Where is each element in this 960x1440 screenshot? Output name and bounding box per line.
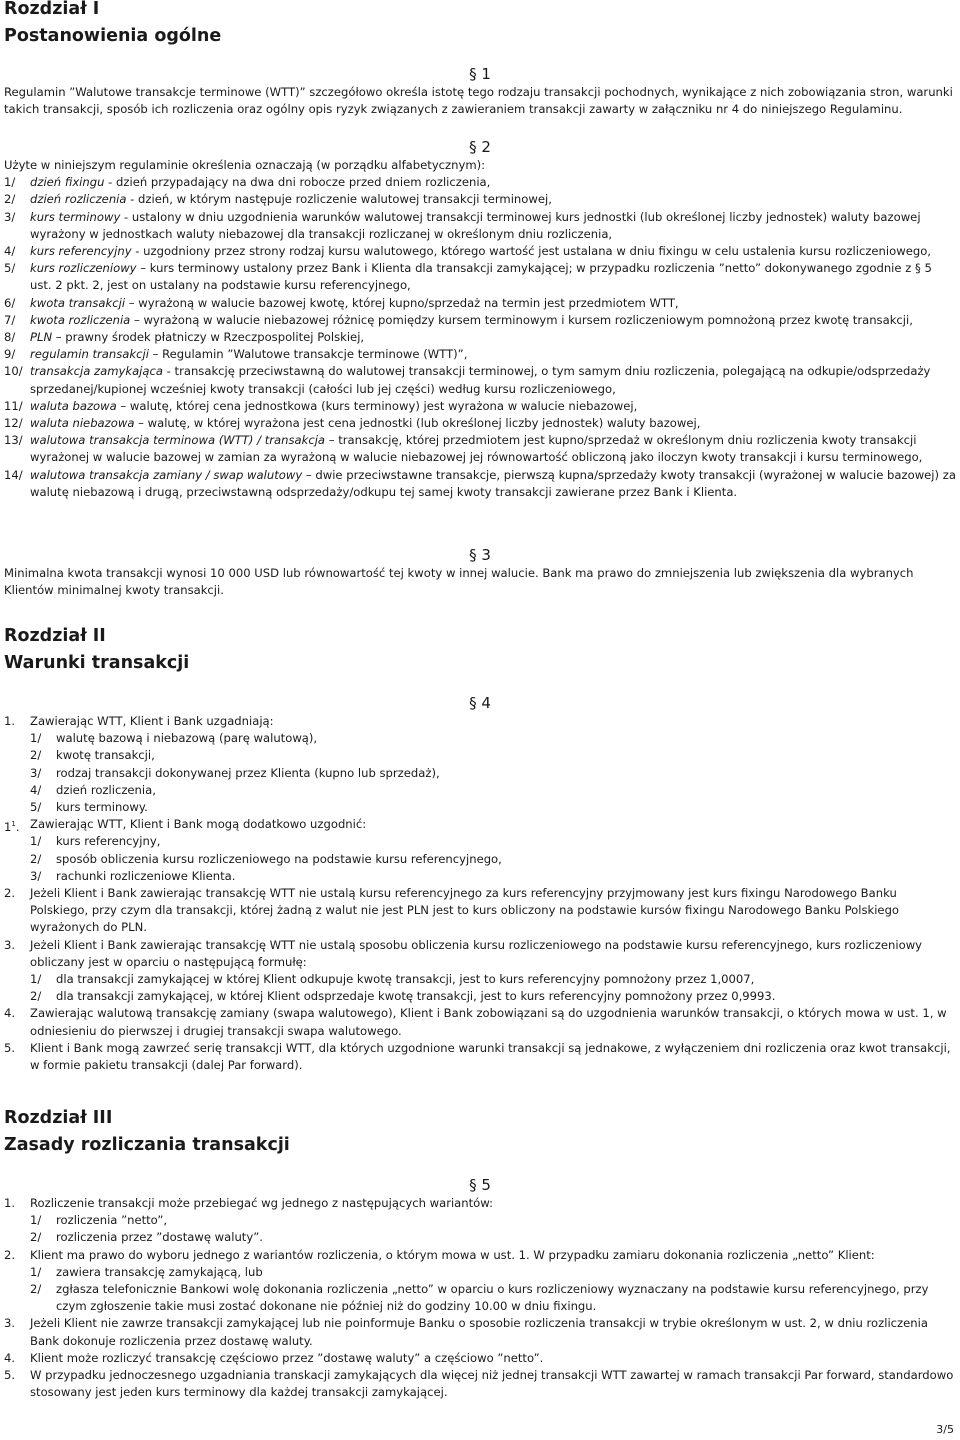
- definition-text: – Regulamin ”Walutowe transakcje terminowe (WTT)”,: [148, 347, 468, 362]
- sub-item: 3/ rodzaj transakcji dokonywanej przez Klienta (kupno lub sprzedaż),: [30, 765, 440, 780]
- definition-text: – kurs terminowy ustalony przez Bank i Klienta dla transakcji zamykającej; w przypadku rozliczenia ”netto” dokonywanego zgodnie z § 5 ust. 2 pkt. 2, jest on ustalany na podstawie kursu referencyjnego,: [30, 261, 932, 293]
- sub-item: 1/ walutę bazową i niebazową (parę walutową),: [30, 731, 318, 746]
- section-heading: § 2: [469, 138, 491, 156]
- section-heading: § 5: [469, 1176, 491, 1194]
- definition-text: - dzień przypadający na dwa dni robocze przed dniem rozliczenia,: [104, 175, 491, 190]
- definition-text: – prawny środek płatniczy w Rzeczpospolitej Polskiej,: [52, 330, 365, 345]
- chapter-title: Rozdział II: [4, 626, 106, 646]
- definition-item: 12/ waluta niebazowa – walutę, w której wyrażona jest cena jednostki (lub określonej liczby jednostek) waluty bazowej,: [4, 416, 701, 431]
- definition-item: 14/ walutowa transakcja zamiany / swap walutowy – dwie przeciwstawne transakcje, pierwszą kupna/sprzedaży kwoty transakcji (wyrażonej w walucie bazowej) za walutę niebazową i drugą, przeciwstawną odsprzedaży/odkupu tej samej kwoty transakcji zawierane przez Bank i Klienta.: [4, 467, 956, 499]
- definition-item: 3/ kurs terminowy - ustalony w dniu uzgodnienia warunków walutowej transakcji terminowej kurs jednostki (lub określonej liczby jednostek) waluty bazowej wyrażony w jednostkach waluty niebazowej dla transakcji rozliczanej w określonym dniu rozliczenia,: [4, 209, 921, 241]
- page-number: 3/5: [936, 1423, 954, 1436]
- definition-item: 4/ kurs referencyjny - uzgodniony przez strony rodzaj kursu walutowego, którego wartość jest ustalana w dniu fixingu w celu ustalenia kursu rozliczeniowego,: [4, 244, 931, 259]
- section-heading: § 3: [469, 546, 491, 564]
- definition-text: - uzgodniony przez strony rodzaj kursu walutowego, którego wartość jest ustalana w dniu fixingu w celu ustalenia kursu rozliczeniowego,: [131, 244, 931, 259]
- section-heading: § 1: [469, 65, 491, 83]
- definition-term: dzień rozliczenia: [30, 192, 127, 207]
- definition-term: kwota transakcji: [30, 295, 126, 310]
- point-1: 1. Zawierając WTT, Klient i Bank uzgadniają:: [4, 714, 274, 728]
- definition-term: dzień fixingu: [30, 175, 105, 190]
- definition-text: – walutę, której cena jednostkowa (kurs terminowy) jest wyrażona w walucie niebazowej,: [116, 398, 638, 413]
- point-1: 1. Rozliczenie transakcji może przebiegać wg jednego z następujących wariantów:: [4, 1196, 494, 1210]
- sub-item: 2/ rozliczenia przez ”dostawę waluty”.: [30, 1230, 263, 1245]
- sub-item: 1/ kurs referencyjny,: [30, 834, 161, 849]
- paragraph: Regulamin ”Walutowe transakcje terminowe (WTT)” szczegółowo określa istotę tego rodzaju transakcji pochodnych, wynikające z nich zobowiązania stron, warunki takich transakcji, sposób ich rozliczenia oraz ogólny opis ryzyk związanych z zawieraniem transakcji zawarty w załączniku nr 4 do niniejszego Regulaminu.: [4, 85, 953, 117]
- chapter-subtitle: Warunki transakcji: [4, 653, 190, 673]
- definition-item: 9/ regulamin transakcji – Regulamin ”Walutowe transakcje terminowe (WTT)”,: [4, 347, 468, 362]
- point-1-1-subitems: [4, 833, 956, 885]
- definition-term: kurs terminowy: [30, 209, 121, 224]
- sub-item: 1/ zawiera transakcję zamykającą, lub: [30, 1264, 263, 1279]
- definition-text: - transakcję przeciwstawną do walutowej transakcji terminowej, o tym samym dniu rozliczenia, polegającą na odkupie/odsprzedaży sprzedanej/kupionej wcześniej kwoty transakcji (całości lub jej części) według kursu rozliczeniowego,: [30, 364, 931, 396]
- sub-item: 4/ dzień rozliczenia,: [30, 782, 156, 797]
- point-1-subitems: [4, 1212, 956, 1246]
- point-1-1: $1^1$. Zawierając WTT, Klient i Bank mogą dodatkowo uzgodnić:: [4, 817, 367, 835]
- definition-term: PLN: [30, 330, 53, 345]
- point-3: 3. Jeżeli Klient nie zawrze transakcji zamykającej lub nie poinformuje Banku o sposobie rozliczenia transakcji w trybie określonym w ust. 2, w dniu rozliczenia Bank dokonuje rozliczenia przez dostawę waluty.: [4, 1316, 928, 1348]
- point-2: 2. Klient ma prawo do wyboru jednego z wariantów rozliczenia, o którym mowa w ust. 1. W przypadku zamiaru dokonania rozliczenia „netto” Klient:: [4, 1247, 875, 1262]
- chapter-subtitle: Zasady rozliczania transakcji: [4, 1135, 290, 1155]
- point-3-subitems: [4, 971, 956, 1005]
- chapter-2-header: [4, 623, 189, 677]
- definition-term: waluta niebazowa: [30, 416, 135, 431]
- definition-text: – wyrażoną w walucie bazowej kwotę, której kupno/sprzedaż na termin jest przedmiotem WTT,: [125, 295, 679, 310]
- chapter-1-header: [4, 0, 221, 50]
- definition-term: kurs rozliczeniowy: [30, 261, 137, 276]
- paragraph: Minimalna kwota transakcji wynosi 10 000 USD lub równowartość tej kwoty w innej walucie. Bank ma prawo do zmniejszenia lub zwiększenia dla wybranych Klientów minimalnej kwoty transakcji.: [4, 566, 914, 598]
- definitions-list: [4, 174, 956, 501]
- sub-item: 5/ kurs terminowy.: [30, 800, 148, 815]
- definition-text: – transakcję, której przedmiotem jest kupno/sprzedaż w określonym dniu rozliczenia kwoty transakcji wyrażonej w walucie bazowej w zamian za wyrażoną w walucie niebazowej jej równowartość obliczoną jako iloczyn kwoty transakcji i kursu terminowego,: [30, 433, 923, 465]
- point-4: 4. Zawierając walutową transakcję zamiany (swapa walutowego), Klient i Bank zobowiązani są do uzgodnienia warunków transakcji, o których mowa w ust. 1, w odniesieniu do pierwszej i drugiej transakcji swapa walutowego.: [4, 1006, 947, 1038]
- point-1-subitems: [4, 730, 956, 816]
- point-5: 5. W przypadku jednoczesnego uzgadniania transkacji zamykających dla więcej niż jednej transakcji WTT zawartej w ramach transakcji Par forward, standardowo stosowany jest jeden kurs terminowy dla każdej transakcji zamykającej.: [4, 1368, 954, 1400]
- definition-term: kwota rozliczenia: [30, 312, 131, 327]
- definition-item: 8/ PLN – prawny środek płatniczy w Rzeczpospolitej Polskiej,: [4, 330, 365, 345]
- definition-text: – dwie przeciwstawne transakcje, pierwszą kupna/sprzedaży kwoty transakcji (wyrażonej w walucie bazowej) za walutę niebazową i drugą, przeciwstawną odsprzedaży/odkupu tej samej kwoty transakcji zawierane przez Bank i Klienta.: [30, 467, 956, 499]
- point-4: 4. Klient może rozliczyć transakcję częściowo przez ”dostawę waluty” a częściowo ”netto”.: [4, 1350, 544, 1365]
- definition-item: 5/ kurs rozliczeniowy – kurs terminowy ustalony przez Bank i Klienta dla transakcji zamykającej; w przypadku rozliczenia ”netto” dokonywanego zgodnie z § 5 ust. 2 pkt. 2, jest on ustalany na podstawie kursu referencyjnego,: [4, 261, 932, 293]
- sub-item: 2/ dla transakcji zamykającej, w której Klient odsprzedaje kwotę transakcji, jest to kurs referencyjny pomnożony przez 0,9993.: [30, 989, 776, 1004]
- sub-item: 2/ zgłasza telefonicznie Bankowi wolę dokonania rozliczenia „netto” w oparciu o kurs rozliczeniowy wyznaczany na podstawie kursu referencyjnego, przy czym zgłoszenie takie musi zostać dokonane nie później niż do godziny 10.00 w dniu fixingu.: [30, 1282, 929, 1314]
- point-2: 2. Jeżeli Klient i Bank zawierając transakcję WTT nie ustalą kursu referencyjnego za kurs referencyjny przyjmowany jest kurs fixingu Narodowego Banku Polskiego, przy czym dla transakcji, której żadną z walut nie jest PLN jest to kurs obliczony na podstawie kursów fixingu Narodowego Banku Polskiego wyrażonych do PLN.: [4, 886, 900, 935]
- chapter-3-header: [4, 1105, 290, 1159]
- chapter-title: Rozdział III: [4, 1108, 113, 1128]
- definition-term: waluta bazowa: [30, 398, 117, 413]
- definition-item: 10/ transakcja zamykająca - transakcję przeciwstawną do walutowej transakcji terminowej, o tym samym dniu rozliczenia, polegającą na odkupie/odsprzedaży sprzedanej/kupionej wcześniej kwoty transakcji (całości lub jej części) według kursu rozliczeniowego,: [4, 364, 931, 396]
- definition-item: 2/ dzień rozliczenia - dzień, w którym następuje rozliczenie walutowej transakcji terminowej,: [4, 192, 552, 207]
- sub-item: 1/ dla transakcji zamykającej w której Klient odkupuje kwotę transakcji, jest to kurs referencyjny pomnożony przez 1,0007,: [30, 972, 755, 987]
- point-3: 3. Jeżeli Klient i Bank zawierając transakcję WTT nie ustalą sposobu obliczenia kursu rozliczeniowego na podstawie kursu referencyjnego, kurs rozliczeniowy obliczany jest w oparciu o następującą formułę:: [4, 937, 923, 969]
- definition-item: 6/ kwota transakcji – wyrażoną w walucie bazowej kwotę, której kupno/sprzedaż na termin jest przedmiotem WTT,: [4, 295, 679, 310]
- section-heading: § 4: [469, 694, 491, 712]
- point-5: 5. Klient i Bank mogą zawrzeć serię transakcji WTT, dla których uzgodnione warunki transakcji są jednakowe, z wyłączeniem dni rozliczenia oraz kwot transakcji, w formie pakietu transakcji (dalej Par forward).: [4, 1040, 951, 1073]
- sub-item: 2/ sposób obliczenia kursu rozliczeniowego na podstawie kursu referencyjnego,: [30, 851, 502, 866]
- definition-text: – walutę, w której wyrażona jest cena jednostki (lub określonej liczby jednostek) waluty bazowej,: [134, 416, 701, 431]
- definition-item: 7/ kwota rozliczenia – wyrażoną w walucie niebazowej różnicę pomiędzy kursem terminowym i kursem rozliczeniowym pomnożoną przez kwotę transakcji,: [4, 312, 913, 327]
- definition-text: – wyrażoną w walucie niebazowej różnicę pomiędzy kursem terminowym i kursem rozliczeniowym pomnożoną przez kwotę transakcji,: [130, 312, 913, 327]
- point-2-subitems: [4, 1264, 956, 1316]
- section-5: [4, 1176, 956, 1401]
- definition-text: - dzień, w którym następuje rozliczenie walutowej transakcji terminowej,: [126, 192, 552, 207]
- paragraph: Użyte w niniejszym regulaminie określenia oznaczają (w porządku alfabetycznym):: [4, 158, 486, 172]
- definition-term: walutowa transakcja terminowa (WTT) / transakcja: [30, 433, 326, 448]
- sub-item: 2/ kwotę transakcji,: [30, 748, 155, 763]
- sub-item: 3/ rachunki rozliczeniowe Klienta.: [30, 868, 236, 883]
- chapter-title: Rozdział I: [4, 0, 100, 19]
- definition-term: transakcja zamykająca: [30, 364, 163, 379]
- section-3: [4, 546, 956, 599]
- definition-term: walutowa transakcja zamiany / swap walutowy: [30, 467, 303, 482]
- chapter-subtitle: Postanowienia ogólne: [4, 26, 222, 46]
- section-2: [4, 138, 956, 501]
- section-1: [4, 65, 956, 118]
- definition-item: 11/ waluta bazowa – walutę, której cena jednostkowa (kurs terminowy) jest wyrażona w walucie niebazowej,: [4, 398, 638, 413]
- definition-term: regulamin transakcji: [30, 347, 149, 362]
- definition-term: kurs referencyjny: [30, 244, 132, 259]
- sub-item: 1/ rozliczenia ”netto”,: [30, 1213, 168, 1228]
- definition-item: 13/ walutowa transakcja terminowa (WTT) / transakcja – transakcję, której przedmiotem jest kupno/sprzedaż w określonym dniu rozliczenia kwoty transakcji wyrażonej w walucie bazowej w zamian za wyrażoną w walucie niebazowej jej równowartość obliczoną jako iloczyn kwoty transakcji i kursu terminowego,: [4, 433, 923, 465]
- definition-text: - ustalony w dniu uzgodnienia warunków walutowej transakcji terminowej kurs jednostki (lub określonej liczby jednostek) waluty bazowej wyrażony w jednostkach waluty niebazowej dla transakcji rozliczanej w określonym dniu rozliczenia,: [30, 209, 921, 241]
- section-4: [4, 694, 956, 1074]
- definition-item: 1/ dzień fixingu - dzień przypadający na dwa dni robocze przed dniem rozliczenia,: [4, 175, 491, 190]
